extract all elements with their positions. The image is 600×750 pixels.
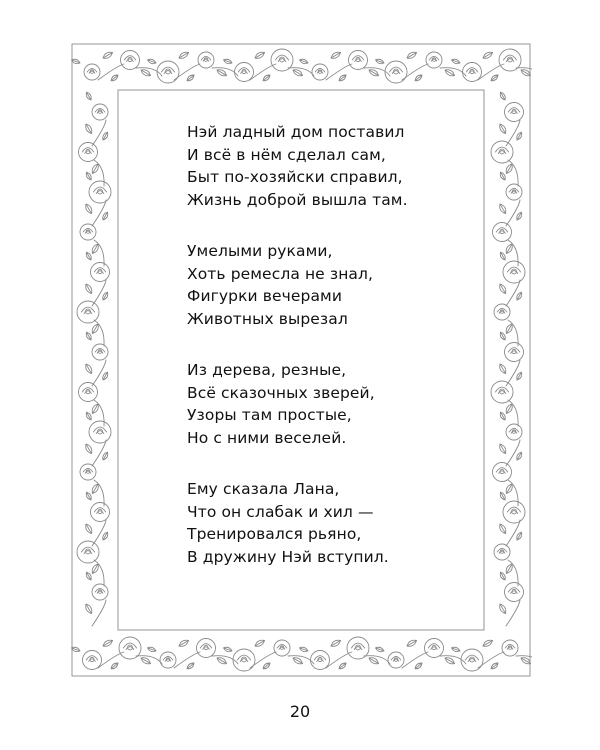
poem-line: В дружину Нэй вступил. <box>187 547 389 566</box>
poem-line: Умелыми руками, <box>187 242 333 260</box>
poem-line: Ему сказала Лана, <box>187 480 340 498</box>
poem-line: Узоры там простые, <box>187 406 352 424</box>
poem-line: Нэй ладный дом поставил <box>187 123 405 141</box>
poem-line: Что он слабак и хил — <box>187 502 374 521</box>
poem-line: И всё в нём сделал сам, <box>187 145 386 164</box>
stanza-2 <box>187 240 487 330</box>
poem-line: Тренировался рьяно, <box>187 525 362 543</box>
poem-line: Всё сказочных зверей, <box>187 383 375 402</box>
stanza-4 <box>187 478 487 568</box>
stanza-3 <box>187 359 487 449</box>
poem-line: Животных вырезал <box>187 309 348 328</box>
poem-line: Жизнь доброй вышла там. <box>187 190 408 209</box>
poem-line: Хоть ремесла не знал, <box>187 264 374 283</box>
page-number: 20 <box>289 702 311 721</box>
poem-line: Фигурки вечерами <box>187 287 343 305</box>
stanza-1 <box>187 121 487 211</box>
poem-line: Быт по-хозяйски справил, <box>187 168 403 186</box>
poem <box>187 121 487 597</box>
poem-line: Но с ними веселей. <box>187 428 347 447</box>
poem-line: Из дерева, резные, <box>187 361 347 379</box>
